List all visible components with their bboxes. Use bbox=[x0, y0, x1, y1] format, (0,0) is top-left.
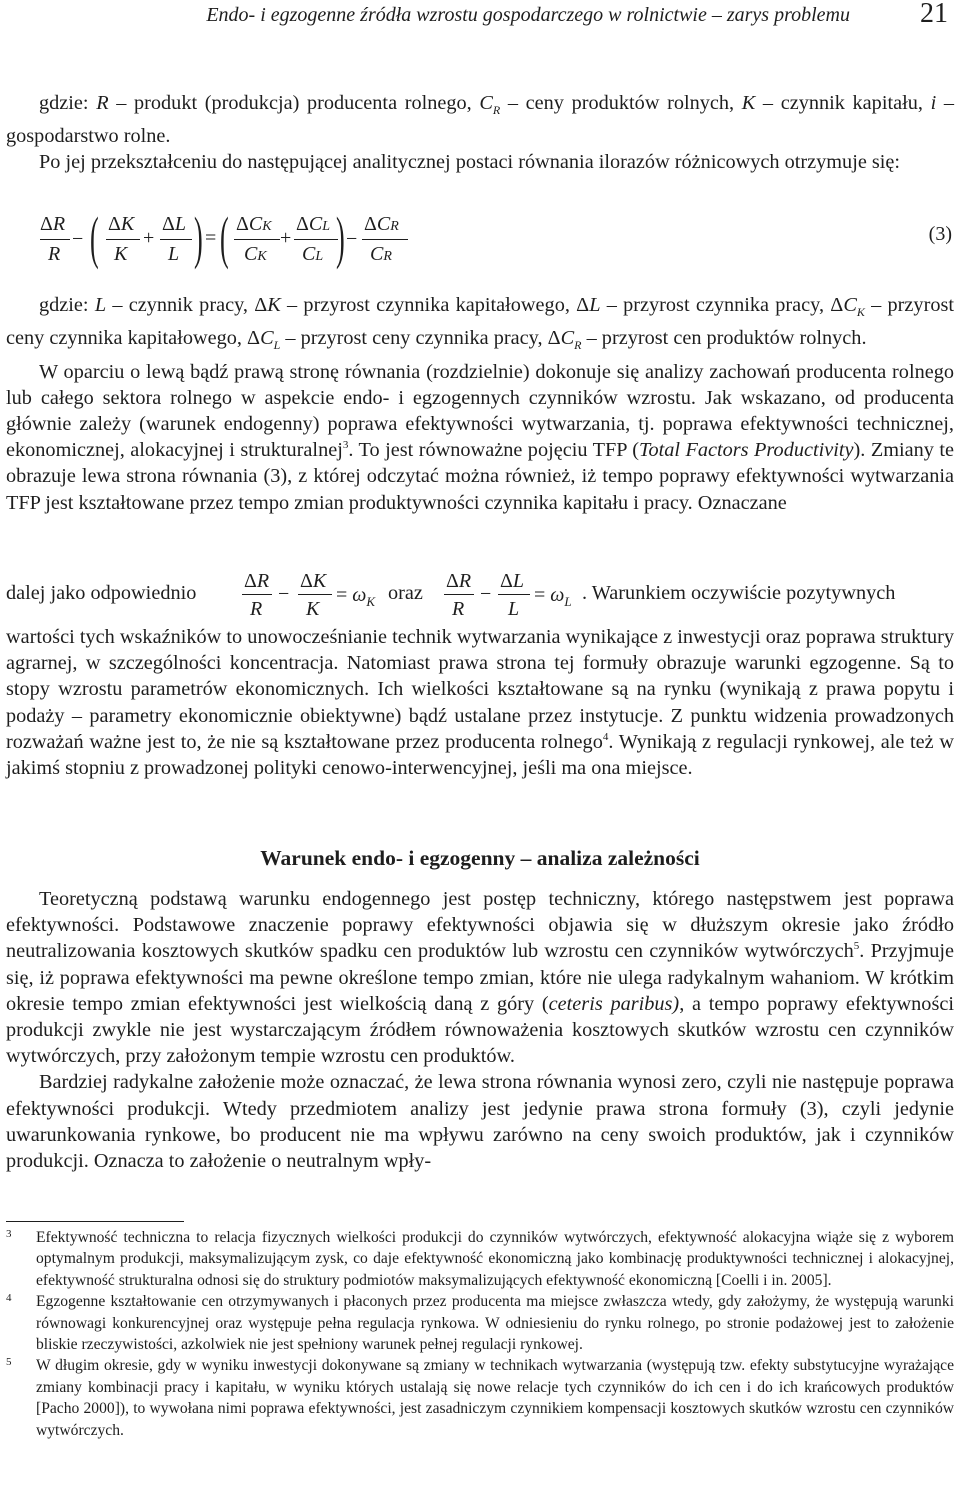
page-header bbox=[0, 0, 960, 44]
paragraph-bardziej: Bardziej radykalne założenie może oznaczać, że lewa strona równania wynosi zero, czyli nie następuje poprawa efektywności produkcji. Wtedy przedmiotem analizy jest jedynie prawa strona formuły (3), czyli jedynie uwarunkowania rynkowe, bo producent nie ma wpływu zarówno na ceny swoich produktów, jak i czynników produkcji. Oznacza to założenie o neutralnym wpły- bbox=[6, 1071, 954, 1173]
inline-equation-line: dalej jako odpowiednio ΔR R − ΔK K = $\omega_K$ oraz ΔR R − ΔL L = $\omega_L$ . Warunkiem oczywiście pozytywnych bbox=[6, 570, 896, 620]
paragraph-gdzie-2: gdzie: L – czynnik pracy, ΔK – przyrost czynnika kapitałowego, ΔL – przyrost czynnika pracy, $\Delta C_K$ – przyrost ceny czynnika kapitałowego, $\Delta C_L$ – przyrost ceny czynnika pracy, $\Delta C_R$ – przyrost cen produktów rolnych. bbox=[6, 294, 954, 353]
equation-number: (3) bbox=[928, 223, 952, 245]
footnote-3 bbox=[6, 1227, 954, 1291]
running-title: Endo- i egzogenne źródła wzrostu gospodarczego w rolnictwie – zarys problemu bbox=[206, 4, 850, 26]
section-heading: Warunek endo- i egzogenny – analiza zależności bbox=[260, 846, 700, 870]
footnote-text: Egzogenne kształtowanie cen otrzymywanych i płaconych przez producenta ma miejsce zwłaszcza wtedy, gdy założymy, że występują warunki równowagi konkurencyjnej oraz występuje pełna regulacja rynkowa. W odniesieniu do rynku rolnego, po stronie podażowej jest to założenie bliskie rzeczywistości, azkolwiek nie jest spełniony warunek pełnej regulacji rynkowej. bbox=[36, 1293, 954, 1354]
footnotes bbox=[6, 1227, 954, 1441]
footnote-mark: 5 bbox=[6, 1356, 12, 1369]
footnote-text: Efektywność techniczna to relacja fizycznych wielkości produkcji do czynników wytwórczych, efektywność alokacyjna wiąże się z wyborem optymalnym produkcji, maksymalizującym zysk, co daje efektywność ekonomiczną jako kombinację produktywności technicznej i alokacyjnej, efektywność strukturalna odnosi się do struktury podmiotów maksymalizujących efektywność ekonomiczną [Coelli i in. 2005]. bbox=[36, 1229, 954, 1289]
page-number: 21 bbox=[920, 0, 948, 29]
equation-3: ΔR R − ( ΔK K + ΔL L ) = ( ΔCK CK + ΔCL CL ) − ΔCR CR (3) bbox=[40, 205, 952, 270]
footnote-mark: 3 bbox=[6, 1228, 12, 1240]
body-text-section bbox=[6, 886, 954, 1174]
paragraph-po-jej: Po jej przekształceniu do następującej analitycznej postaci równania ilorazów różnicowych otrzymuje się: bbox=[39, 151, 901, 174]
footnote-mark: 4 bbox=[6, 1292, 12, 1305]
paragraph-wartosci: wartości tych wskaźników to unowocześnianie technik wytwarzania wynikające z inwestycji oraz poprawa struktury agrarnej, w szczególności koncentracja. Natomiast prawa strona tej formuły obrazuje warunki egzogenne. Są to stopy wzrostu parametrów ekonomicznych. Ich wielkości kształtowane są na rynku (wynikają z prawa popytu i podaży – parametry ekonomicznie obiektywne) bądź ustalane przez instytucje. Z punktu widzenia prowadzonych rozważań ważne jest to, że nie są kształtowane przez producenta rolnego$^4$. Wynikają z regulacji rynkowej, ale też w jakimś stopniu z prowadzonej polityki cenowo-interwencyjnej, jeśli ma ona miejsce. bbox=[6, 626, 954, 780]
footnote-4 bbox=[6, 1291, 954, 1355]
body-text-intro bbox=[6, 90, 954, 176]
body-text-warunkiem bbox=[6, 624, 954, 781]
footnote-separator bbox=[6, 1221, 184, 1222]
paragraph-gdzie-1: gdzie: R – produkt (produkcja) producenta rolnego, $C_R$ – ceny produktów rolnych, K – czynnik kapitału, i – gospodarstwo rolne. bbox=[6, 92, 955, 148]
footnote-text: W długim okresie, gdy w wyniku inwestycji dokonywane są zmiany w technikach wytwarzania (występują tzw. efekty substytucyjne wyrażające zmiany kombinacji pracy i kapitału, w wyniku których ustalają się nowe relacje tych czynników do ich cen i do ich krańcowych produktów [Pacho 2000]), to wywołana nimi poprawa efektywności, jest zasadniczym czynnikiem kompensacji kosztowych skutków wzrostu cen czynników wytwórczych. bbox=[36, 1357, 954, 1439]
paragraph-w-oparciu: W oparciu o lewą bądź prawą stronę równania (rozdzielnie) dokonuje się analizy zachowań producenta rolnego lub całego sektora rolnego w aspekcie endo- i egzogennych czynników wzrostu. Jak wskazano, od producenta głównie zależy (warunek endogenny) poprawa efektywności wytwarzania, tj. poprawa efektywności technicznej, ekonomicznej, alokacyjnej i strukturalnej$^3$. To jest równoważne pojęciu TFP (Total Factors Productivity). Zmiany te obrazuje lewa strona równania (3), z której odczytać można również, iż tempo poprawy efektywności wytwarzania TFP jest kształtowane przez tempo zmian produktywności czynnika kapitału i pracy. Oznaczane bbox=[6, 360, 955, 514]
footnote-5 bbox=[6, 1355, 954, 1441]
paragraph-teoretyczna: Teoretyczną podstawą warunku endogennego jest postęp techniczny, którego następstwem jest poprawa efektywności. Podstawowe znaczenie poprawy efektywności objawia się w dłuższym okresie jako źródło neutralizowania kosztowych skutków spadku cen produktów lub wzrostu cen czynników wytwórczych$^5$. Przyjmuje się, iż poprawa efektywności ma pewne określone tempo zmian, które nie ulega radykalnym wahaniom. W krótkim okresie tempo zmian efektywności jest wielkością daną z góry (ceteris paribus), a tempo poprawy efektywności produkcji zwykle nie jest wystarczającym źródłem równoważenia kosztowych skutków wzrostu cen czynników wytwórczych, przy założonym tempie wzrostu cen produktów. bbox=[6, 888, 954, 1068]
body-text-definitions bbox=[6, 292, 954, 516]
